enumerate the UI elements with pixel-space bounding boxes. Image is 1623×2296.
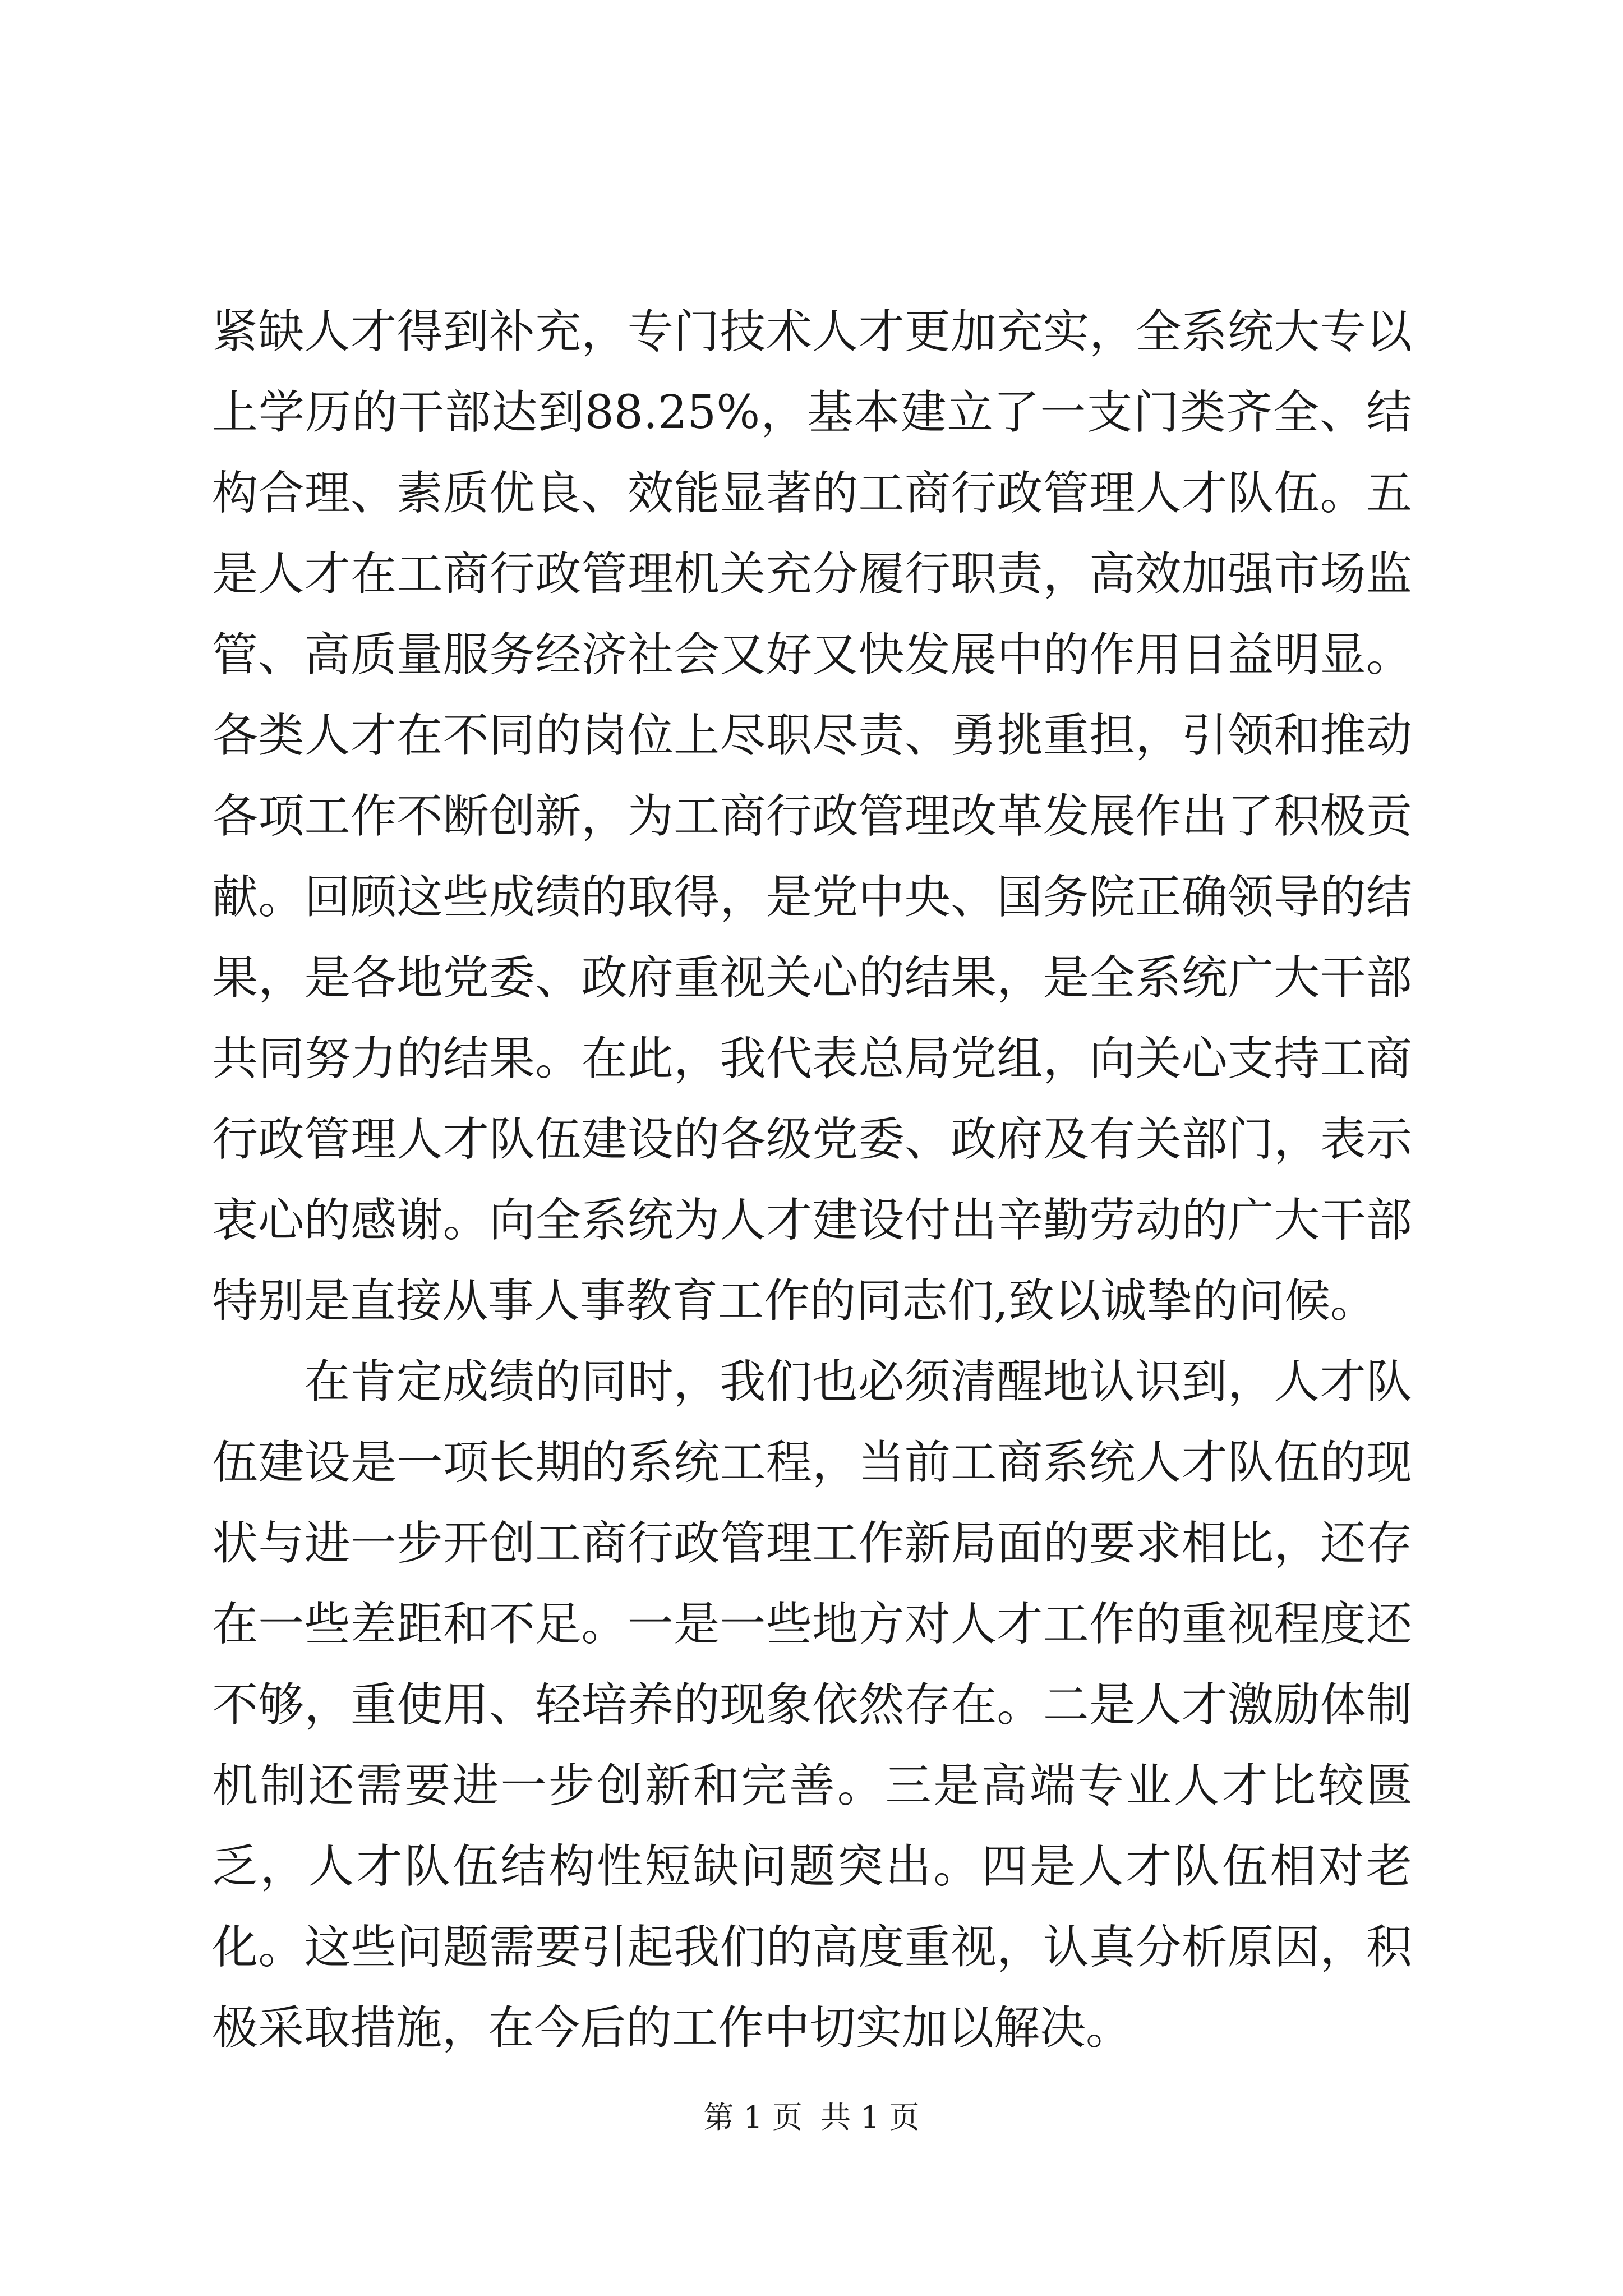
paragraph-shortcomings: 在肯定成绩的同时，我们也必须清醒地认识到，人才队伍建设是一项长期的系统工程，当前工商系统人才队伍的现状与进一步开创工商行政管理工作新局面的要求相比，还存在一些差距和不足。一是一些地方对人才工作的重视程度还不够，重使用、轻培养的现象依然存在。二是人才激励体制机制还需要进一步创新和完善。三是高端专业人才比较匮乏，人才队伍结构性短缺问题突出。四是人才队伍相对老化。这些问题需要引起我们的高度重视，认真分析原因，积极采取措施，在今后的工作中切实加以解决。: [212, 1355, 1412, 2055]
page-total: 共 1 页: [820, 2100, 920, 2135]
page-footer: [0, 2098, 1623, 2137]
page-number: 第 1 页: [703, 2100, 803, 2135]
body-text: [212, 292, 1412, 2069]
paragraph-continued: 紧缺人才得到补充，专门技术人才更加充实，全系统大专以上学历的干部达到88.25%，基本建立了一支门类齐全、结构合理、素质优良、效能显著的工商行政管理人才队伍。五是人才在工商行政管理机关充分履行职责，高效加强市场监管、高质量服务经济社会又好又快发展中的作用日益明显。各类人才在不同的岗位上尽职尽责、勇挑重担，引领和推动各项工作不断创新，为工商行政管理改革发展作出了积极贡献。回顾这些成绩的取得，是党中央、国务院正确领导的结果，是各地党委、政府重视关心的结果，是全系统广大干部共同努力的结果。在此，我代表总局党组，向关心支持工商行政管理人才队伍建设的各级党委、政府及有关部门，表示衷心的感谢。向全系统为人才建设付出辛勤劳动的广大干部特别是直接从事人事教育工作的同志们,致以诚挚的问候。: [212, 305, 1412, 1328]
